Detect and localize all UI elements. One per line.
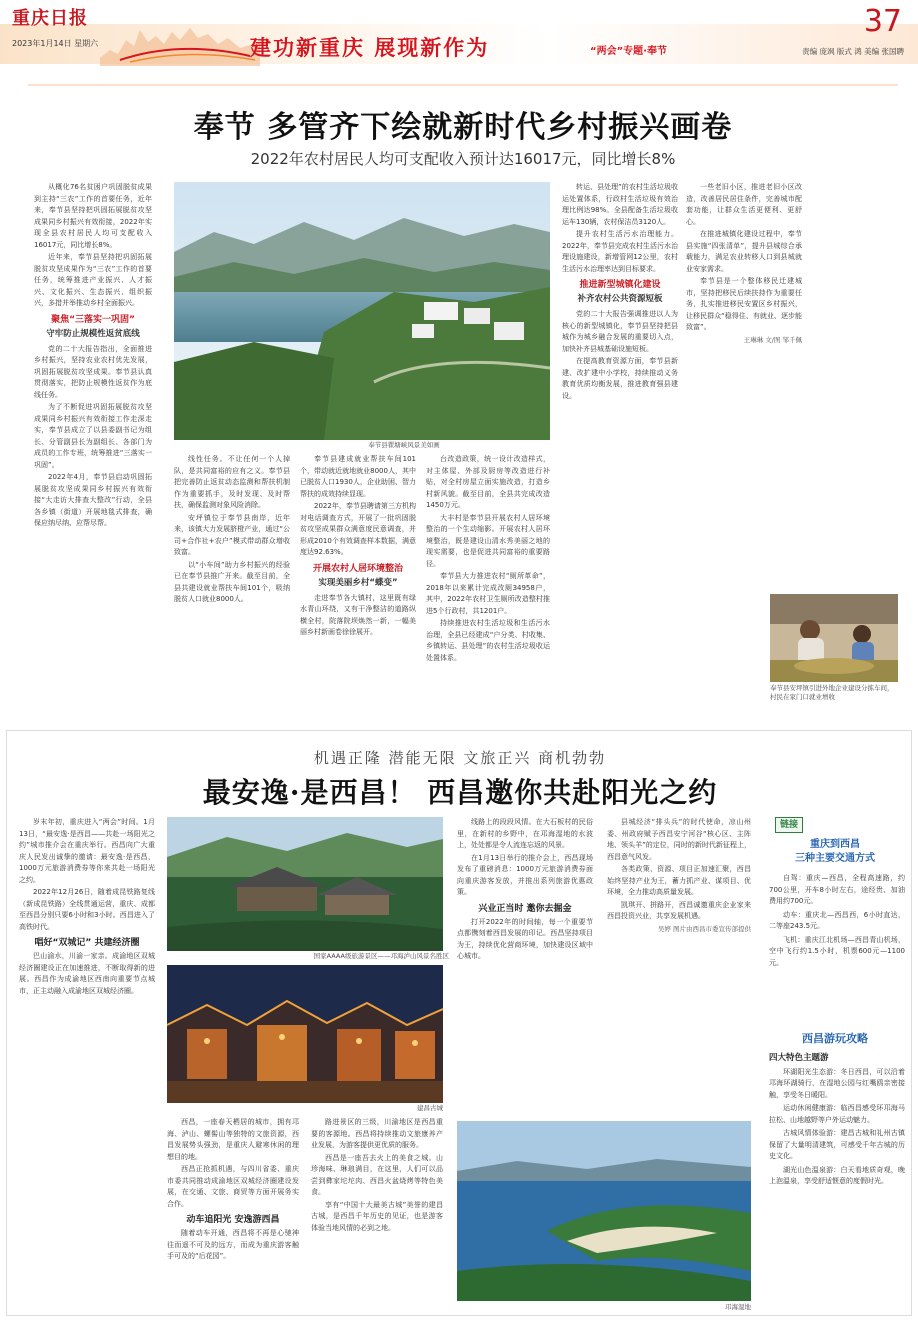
theme-list-title: 四大特色主题游 <box>769 1053 829 1063</box>
paragraph: 西昌正抢抓机遇，与四川省委、重庆市委共同推动成渝地区双城经济圈建设发展，在交通、文旅、商贸等方面开展务实合作。 <box>167 1165 299 1208</box>
special-section-subtitle: “两会”专题·奉节 <box>590 46 667 57</box>
text-column <box>426 454 550 706</box>
workshop-image <box>770 594 898 682</box>
paragraph: 台改造政策，统一设计改造样式，对主体屋、外部及厨房等改造进行补贴，对全村房屋立面实施改造，打造乡村新风貌。截至目前，全县共完成改造1450万元。 <box>426 455 550 509</box>
photo-qionghai-lushan[interactable] <box>167 817 443 951</box>
theme-item: 环湖阳光生态游：冬日西昌，可以沿着邛海环湖骑行，在湿地公园与红嘴鸥亲密接触，享受冬日暖阳。 <box>769 1067 905 1099</box>
paragraph: 在1月13日举行的推介会上，西昌现场发布了重磅消息：1000万元旅游消费券面向重庆游客发放，并推出系列旅游优惠政策。 <box>457 853 593 896</box>
section-heading: 兴业正当时 邀你去掘金 <box>478 903 572 914</box>
text-column <box>34 182 152 706</box>
theme-list <box>769 1051 905 1190</box>
paragraph: 为了不断促进巩固拓展脱贫攻坚成果同乡村振兴有效衔接工作走深走实，奉节县成立了以县委副书记为组长、分管副县长为副组长、各部门为成员的工作专班，统筹推进“三落实一巩固”。 <box>34 403 152 469</box>
text-column <box>167 1117 299 1313</box>
route-list <box>769 873 905 971</box>
article-fengjie <box>28 84 898 704</box>
text-column <box>607 817 751 1113</box>
section-subheading: 实现美丽乡村“蝶变” <box>318 577 398 588</box>
text-column <box>19 817 155 1313</box>
photo-workshop[interactable] <box>770 594 898 682</box>
article-headline[interactable]: 最安逸·是西昌！ 西昌邀你共赴阳光之约 <box>202 776 718 809</box>
section-heading: 开展农村人居环境整治 <box>312 563 403 574</box>
text-column <box>457 817 593 1117</box>
masthead <box>0 0 918 70</box>
paragraph: 奉节县建成就业帮扶车间101个，带动就近就地就业8000人，其中已脱贫人口1930人，企业助困、智力帮扶的成效持续显现。 <box>300 455 416 498</box>
article-subheadline: 2022年农村居民人均可支配收入预计达16017元，同比增长8% <box>250 150 676 168</box>
text-column <box>174 454 290 706</box>
photo-caption: 奉节县安坪镇引进外地企业建设分拣车间，村民在家门口就业增收 <box>770 684 894 701</box>
theme-item: 古城风情体验游：建昌古城和礼州古镇保留了大量明清建筑，可感受千年古城的历史文化。 <box>769 1129 905 1160</box>
photo-qionghai-wetland[interactable] <box>457 1121 751 1301</box>
paragraph: 享有“中国十大最美古城”美誉的建昌古城，是西昌千年历史的见证，也是游客体验当地风情的必到之地。 <box>311 1200 443 1232</box>
paragraph: 西昌是一座吾去火上的美食之城。山珍海味、琳琅满目，在这里，人们可以品尝到彝家坨坨肉、西昌火盆烧烤等特色美食。 <box>311 1153 443 1196</box>
route-item-flight: 飞机：重庆江北机场—西昌青山机场，空中飞行约1.5小时，机票600元—1100元。 <box>769 935 905 967</box>
author-credit: 王琳琳 文/图 邹千佩 <box>743 335 802 344</box>
text-column <box>562 182 678 706</box>
text-column <box>686 182 802 602</box>
photo-qutang-gorge[interactable] <box>174 182 550 440</box>
paragraph: 岁末年初，重庆进入“两会”时间。1月13日，“最安逸·是西昌——共赴一场阳光之约”城市推介会在重庆举行。西昌向广大重庆人民发出诚挚的邀请：最安逸·是西昌，1000万元旅游消费券等你来共赴一场阳光之约。 <box>19 818 155 884</box>
paragraph: 凯琪开、拼路开，西昌诚邀重庆企业家来西昌投资兴业，共享发展机遇。 <box>607 900 751 920</box>
special-section-title: 建功新重庆 展现新作为 <box>250 36 490 60</box>
section-heading: 聚焦“三落实一巩固” <box>51 314 135 325</box>
paragraph: 县城经济“排头兵”的时代使命，凉山州委、州政府赋予西昌安宁河谷“核心区、主阵地、领头羊”的定位，同时的新时代新征程上，西昌意气风发。 <box>607 818 751 861</box>
sidebar-subheading: 三种主要交通方式 <box>795 853 875 864</box>
section-subheading: 守牢防止规模性返贫底线 <box>46 328 140 339</box>
city-skyline-graphic <box>100 10 260 66</box>
paragraph: 奉节县大力推进农村“厕所革命”，2018年以来累计完成改厕34958户，其中，2022年农村卫生厕所改造整村推进5个行政村，共1201户。 <box>426 572 550 615</box>
text-column <box>311 1117 443 1313</box>
author-credit: 吴婷 图片由西昌市委宣传部提供 <box>657 924 751 933</box>
paragraph: 近年来，奉节县坚持把巩固拓展脱贫攻坚成果作为“三农”工作的首要任务，统筹推进产业振兴、人才振兴、文化振兴、生态振兴、组织振兴，多措并举推动乡村全面振兴。 <box>34 253 152 307</box>
paragraph: 2022年4月，奉节县启动巩固拓展脱贫攻坚成果同乡村振兴有效衔接“大走访大排查大整改”行动，全县各乡镇（街道）开展地毯式排查，确保应纳尽纳、应帮尽帮。 <box>34 473 152 527</box>
ancient-town-image <box>167 965 443 1103</box>
paragraph: 一些老旧小区，推进老旧小区改造，改善居民居住条件，完善城市配套功能，让群众生活更便利、更舒心。 <box>686 183 802 226</box>
paragraph: 持续推进农村生活垃圾和生活污水治理，全县已经建成“户分类、村收集、乡镇转运、县处理”的农村生活垃圾收运处置体系。 <box>426 619 550 662</box>
paragraph: 路进景区的三级，川渝地区是西昌重要的客源地。西昌将持续推动文旅康养产业发展，为游客提供更优质的服务。 <box>311 1118 443 1149</box>
paragraph: 在推进城镇化建设过程中，奉节县实施“四张清单”，提升县城综合承载能力，满足农业转移人口到县城就业安家需求。 <box>686 230 802 273</box>
travel-sidebar <box>763 817 907 1313</box>
section-subheading: 补齐农村公共资源短板 <box>577 294 663 304</box>
section-heading: 动车追阳光 安逸游西昌 <box>186 1215 280 1225</box>
wetland-image <box>457 1121 751 1301</box>
paragraph: 线性任务。不让任何一个人掉队，是共同富裕的应有之义。奉节县把完善防止返贫动态监测和帮扶机制作为重要抓手，及时发现、及时帮扶，确保监测对象风险消除。 <box>174 455 290 509</box>
paragraph: 走进奉节各大镇村，这里既有绿水青山环绕，又有干净整洁的道路纵横全村，院落院坝焕然一新，一幅美丽乡村新画卷徐徐展开。 <box>300 593 416 636</box>
photo-caption: 邛海湿地 <box>725 1303 751 1311</box>
paragraph: 从概化76名贫困户巩固脱贫成果到主持“三农”工作的首要任务，近年来，奉节县坚持把巩固拓展脱贫攻坚成果同乡村振兴有效衔接，2022年实现全县农村居民人均可支配收入16017元，同比增长8%。 <box>34 183 152 249</box>
theme-item: 运动休闲健康游：临西昌感受环邛海马拉松、山地越野等户外运动魅力。 <box>769 1104 905 1124</box>
paragraph: 在提高教育资源方面，奉节县新建、改扩建中小学校，持续推动义务教育优质均衡发展，推进教育强县建设。 <box>562 357 678 400</box>
article-kicker: 机遇正隆 潜能无限 文旅正兴 商机勃勃 <box>313 749 607 767</box>
editor-credits: 责编 庞飒 版式 鸿 美编 张国聘 <box>802 47 904 56</box>
photo-caption: 国家AAAA级旅游景区——邛海泸山风景名胜区 <box>313 952 449 960</box>
paragraph: 2022年，奉节县聘请第三方机构对电话调查方式，开展了一批巩固脱贫攻坚成果群众满意度民意调查，并形成2010个有效调查样本数据，满意度达92.63%。 <box>300 502 416 556</box>
page-number: 37 <box>863 4 902 39</box>
newspaper-logo[interactable]: 重庆日报 <box>12 8 88 29</box>
issue-date: 2023年1月14日 星期六 <box>12 39 99 48</box>
sidebar-heading: 西昌游玩攻略 <box>802 1032 868 1045</box>
paragraph: 安坪镇位于奉节县南岸，近年来，该镇大力发展脐橙产业，通过“公司+合作社+农户”模式带动群众增收致富。 <box>174 513 290 556</box>
section-heading: 推进新型城镇化建设 <box>579 280 661 290</box>
paragraph: 奉节县是一个整体移民迁建城市，坚持把移民后续扶持作为重要任务，扎实推进移民安置区乡村振兴，让移民群众“稳得住、有就业、逐步能致富”。 <box>686 277 802 331</box>
paragraph: 转运、县处理”的农村生活垃圾收运处置体系，行政村生活垃圾有效治理比例达98%。全县配备生活垃圾收运车130辆，农村保洁员3120人。 <box>562 183 678 226</box>
photo-jianchang-town[interactable] <box>167 965 443 1103</box>
paragraph: 大丰村是奉节县开展农村人居环境整治的一个生动缩影。开展农村人居环境整治，既是建设山清水秀美丽之地的现实需要，也是促进共同富裕的重要路径。 <box>426 513 550 568</box>
article-xichang <box>6 730 912 1316</box>
route-item-train: 动车：重庆北—西昌西，6小时直达，二等座243.5元。 <box>769 910 905 930</box>
scenic-area-image <box>167 817 443 951</box>
paragraph: 随着动车开通，西昌将不再是心驰神往而遥不可及的远方，而成为重庆游客触手可及的“后花园”。 <box>167 1229 299 1260</box>
section-heading: 唱好“双城记” 共建经济圈 <box>34 938 140 948</box>
paragraph: 线路上的段段风情。在大石板村的民俗里，在新村的乡野中，在邛海湿地的水波上，处处都是令人流连忘返的风景。 <box>457 818 593 849</box>
paragraph: 党的二十大报告强调推进以人为核心的新型城镇化，奉节县坚持把县城作为城乡融合发展的重要切入点，加快补齐县城基础设施短板。 <box>562 310 678 353</box>
paragraph: 党的二十大报告指出，全面推进乡村振兴，坚持农业农村优先发展，巩固拓展脱贫攻坚成果。奉节县认真贯彻落实，把防止规模性返贫作为底线任务。 <box>34 344 152 399</box>
paragraph: 提升农村生活污水治理能力。2022年，奉节县完成农村生活污水治理设施建设，新增管网12公里，农村生活污水治理率达到目标要求。 <box>562 230 678 273</box>
paragraph: 以“小车间”助力乡村振兴的经验已在奉节县推广开来。截至目前，全县共建设就业帮扶车间101个，吸纳脱贫人口就业8000人。 <box>174 560 290 603</box>
article-body <box>34 182 898 706</box>
landscape-image <box>174 182 550 440</box>
paragraph: 各类政策、资源、项目正加速汇聚，西昌始终坚持产业为王，蓄力抓产业、谋项目、优环境，全力推动高质量发展。 <box>607 865 751 896</box>
paragraph: 巴山渝水，川渝一家亲。成渝地区双城经济圈建设正在加速推进，不断取得新的进展。西昌作为成渝地区西南向重要节点城市，正主动融入成渝地区双城经济圈。 <box>19 952 155 995</box>
article-body <box>19 817 909 1313</box>
theme-item: 湖光山色温泉游：白天看地质奇观，晚上泡温泉，享受舒适惬意的度假时光。 <box>769 1165 905 1185</box>
link-badge: 链接 <box>775 817 803 833</box>
article-headline[interactable]: 奉节 多管齐下绘就新时代乡村振兴画卷 <box>193 110 733 145</box>
paragraph: 西昌，一座春天栖居的城市，拥有邛海、泸山、螺髻山等独特的文旅资源，西昌发展势头强劲，是重庆人避寒休闲的理想目的地。 <box>167 1118 299 1161</box>
route-item-driving: 自驾：重庆—西昌，全程高速路，约700公里，开车8小时左右，途经贵、加油费用约700元。 <box>769 874 905 905</box>
paragraph: 2022年12月26日，随着成昆铁路复线（新成昆铁路）全线贯通运营，重庆、成都至西昌分别只要6小时和3小时。西昌进入了高铁时代。 <box>19 888 155 931</box>
photo-caption: 建昌古城 <box>417 1104 443 1112</box>
text-column <box>300 454 416 706</box>
sidebar-heading: 重庆到西昌 <box>810 839 860 850</box>
photo-caption: 奉节县瞿塘峡风景美如画 <box>368 441 440 449</box>
paragraph: 打开2022年的时间轴，每一个重要节点都镌刻着西昌发展的印记。西昌坚持项目为王，持续优化营商环境，加快建设区域中心城市。 <box>457 917 593 960</box>
